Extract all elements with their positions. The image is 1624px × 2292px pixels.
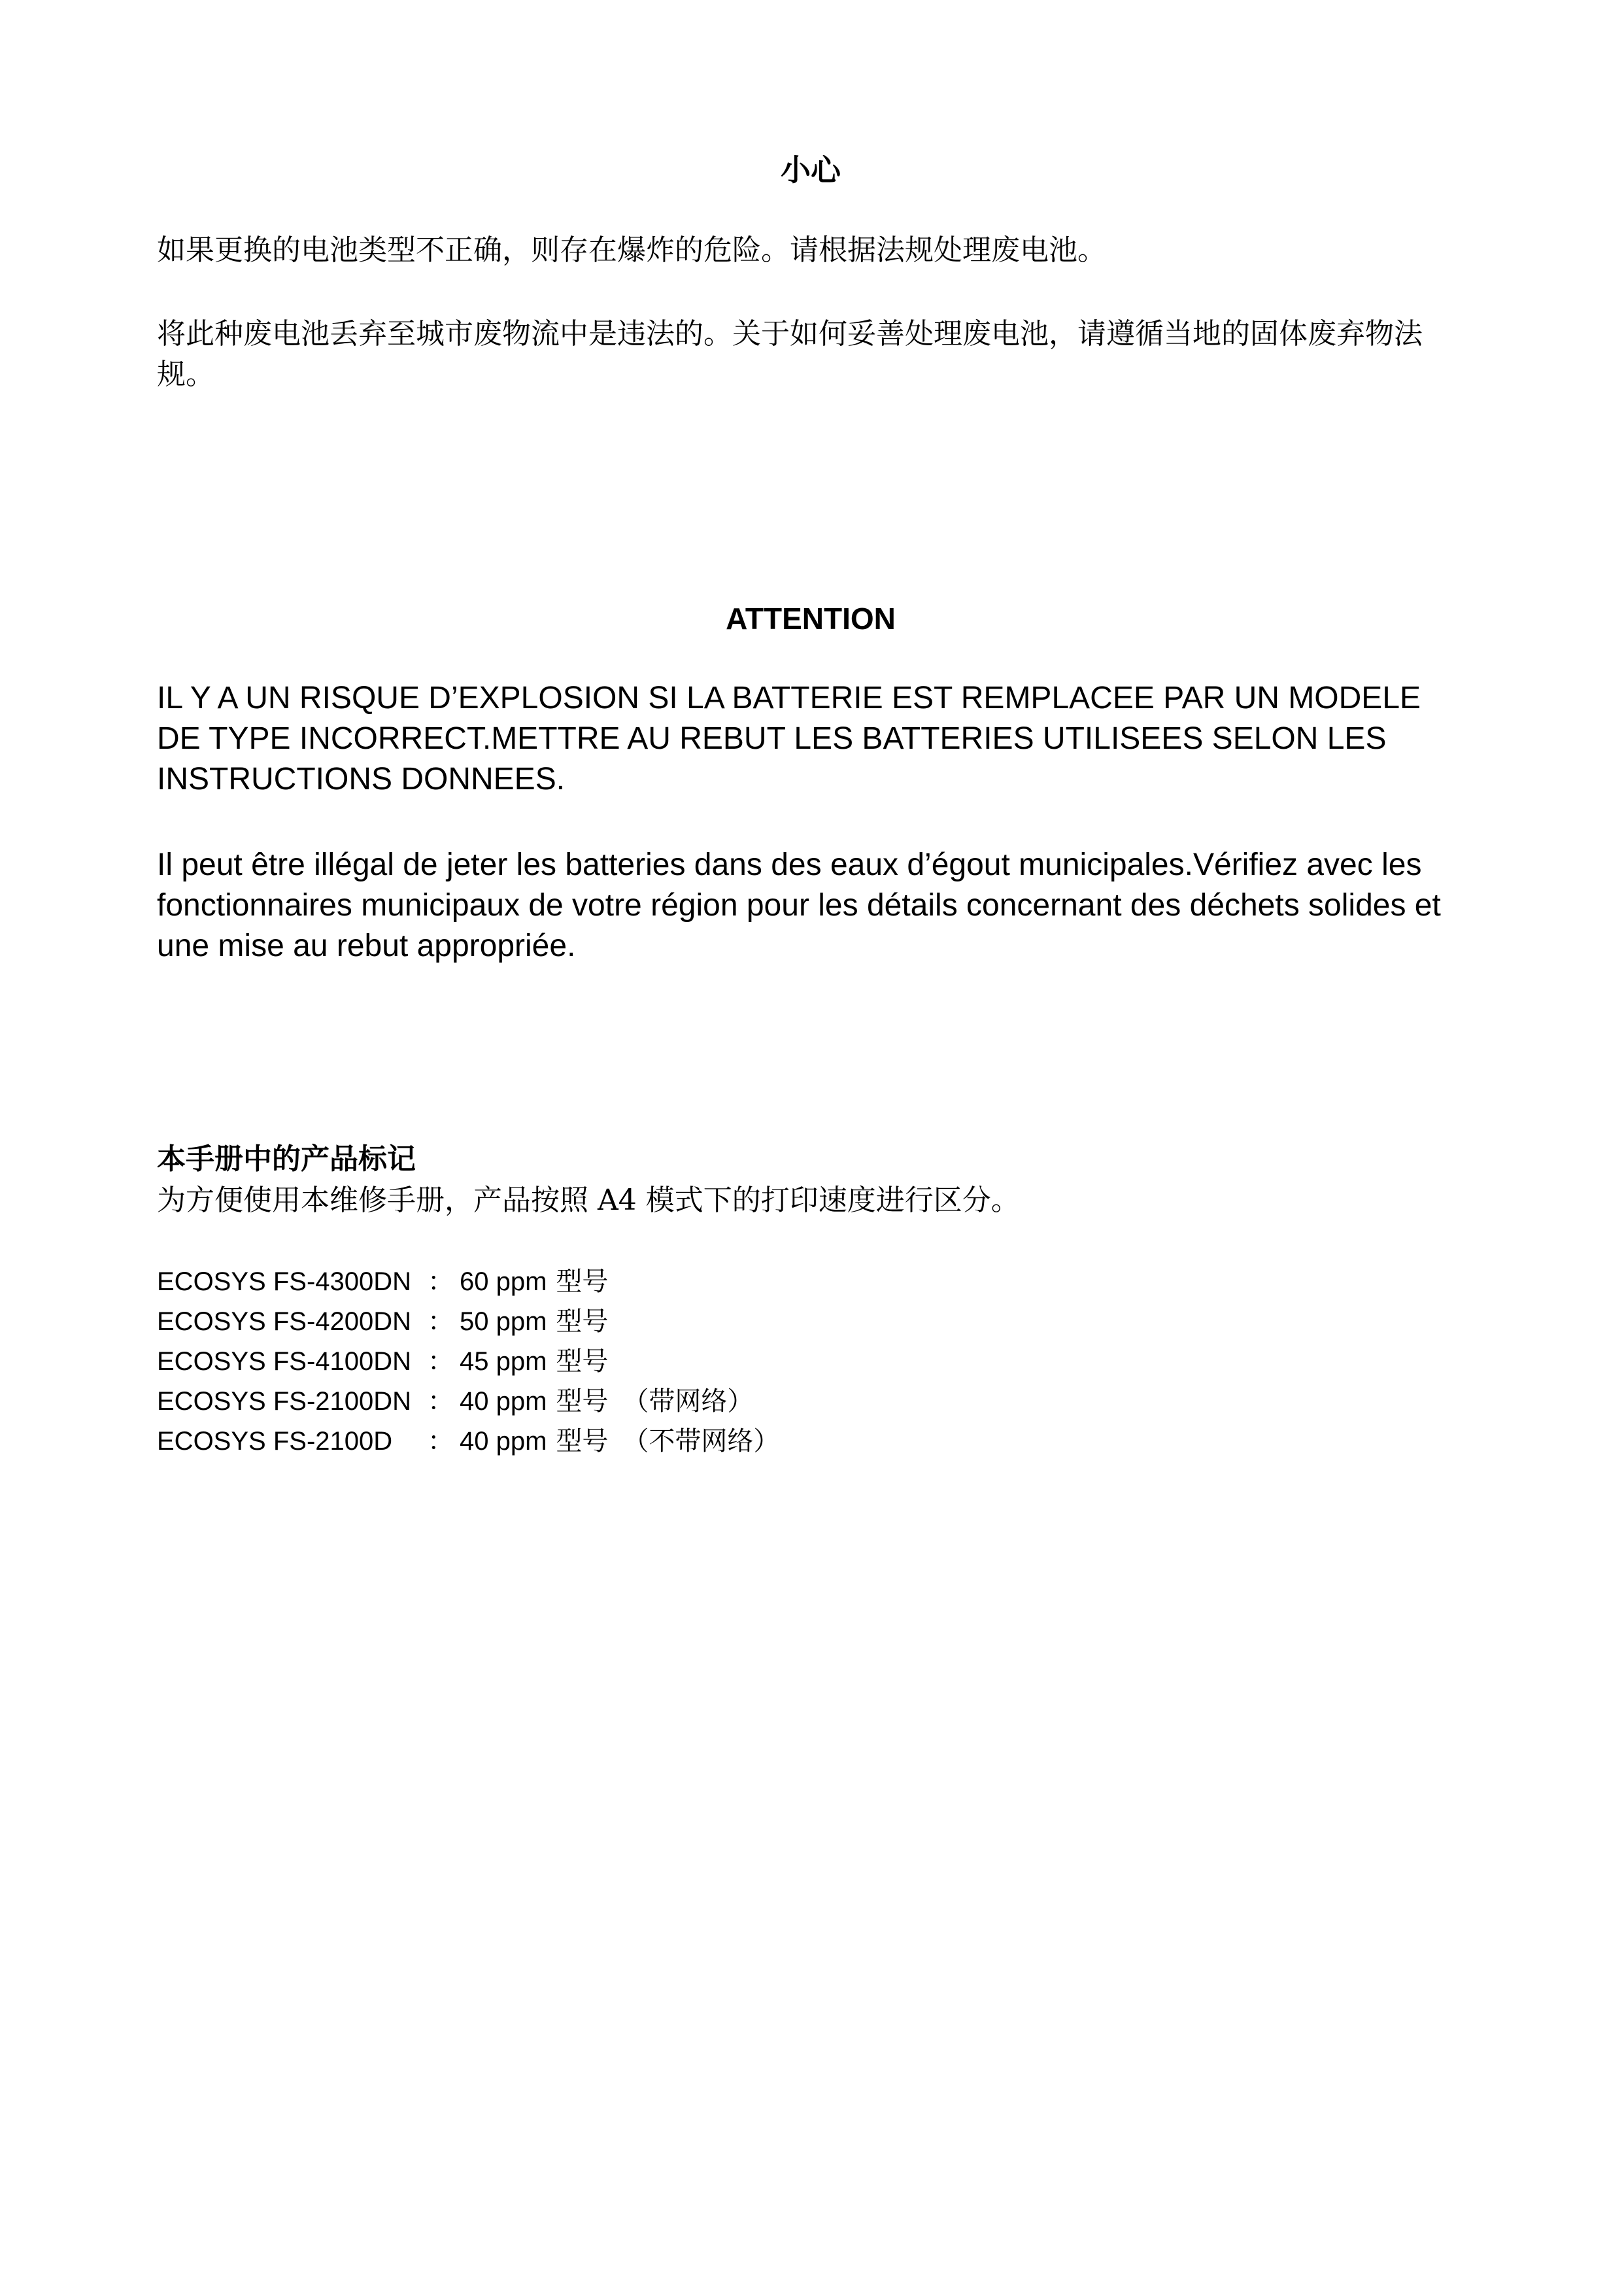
caution-cn-paragraph-2: 将此种废电池丢弃至城市废物流中是违法的。关于如何妥善处理废电池，请遵循当地的固体废弃物法规。 <box>157 317 1423 391</box>
model-speed: 50 ppm <box>460 1307 547 1336</box>
caution-fr-paragraph-1: IL Y A UN RISQUE D’EXPLOSION SI LA BATTERIE EST REMPLACEE PAR UN MODELE DE TYPE INCORRECT.METTRE AU REBUT LES BATTERIES UTILISEES SELON LES INSTRUCTIONS DONNEES. <box>157 681 1421 796</box>
caution-fr-title: ATTENTION <box>726 602 896 636</box>
model-row <box>157 1342 779 1382</box>
model-row <box>157 1262 779 1302</box>
model-note: （不带网络） <box>622 1426 780 1456</box>
product-marks-heading: 本手册中的产品标记 <box>157 1142 416 1176</box>
caution-fr-paragraph-2: Il peut être illégal de jeter les batteries dans des eaux d’égout municipales.Vérifiez avec les fonctionnaires municipaux de votre région pour les détails concernant des déchets solides et une mise au rebut appropriée. <box>157 847 1441 963</box>
model-type: 型号 <box>556 1267 609 1297</box>
product-marks-intro: 为方便使用本维修手册，产品按照 A4 模式下的打印速度进行区分。 <box>157 1184 1020 1217</box>
model-name: ECOSYS FS-2100DN <box>157 1387 412 1416</box>
model-row <box>157 1302 779 1342</box>
model-note: （带网络） <box>622 1386 754 1416</box>
model-type: 型号 <box>556 1426 609 1456</box>
model-speed: 45 ppm <box>460 1347 547 1376</box>
model-colon: ： <box>428 1346 454 1377</box>
caution-cn-title: 小心 <box>781 152 841 188</box>
caution-cn-paragraph-1: 如果更换的电池类型不正确，则存在爆炸的危险。请根据法规处理废电池。 <box>157 233 1106 267</box>
model-colon: ： <box>428 1307 454 1337</box>
model-row <box>157 1422 779 1462</box>
model-colon: ： <box>428 1267 454 1297</box>
model-row <box>157 1382 779 1422</box>
model-speed: 60 ppm <box>460 1267 547 1296</box>
model-speed: 40 ppm <box>460 1387 547 1416</box>
model-type: 型号 <box>556 1346 609 1377</box>
model-type: 型号 <box>556 1307 609 1337</box>
model-colon: ： <box>428 1386 454 1416</box>
model-name: ECOSYS FS-4200DN <box>157 1307 412 1336</box>
model-type: 型号 <box>556 1386 609 1416</box>
model-name: ECOSYS FS-4100DN <box>157 1347 412 1376</box>
model-speed: 40 ppm <box>460 1427 547 1456</box>
model-name: ECOSYS FS-2100D <box>157 1427 393 1456</box>
model-list <box>157 1262 779 1462</box>
model-colon: ： <box>428 1426 454 1456</box>
model-name: ECOSYS FS-4300DN <box>157 1267 412 1296</box>
